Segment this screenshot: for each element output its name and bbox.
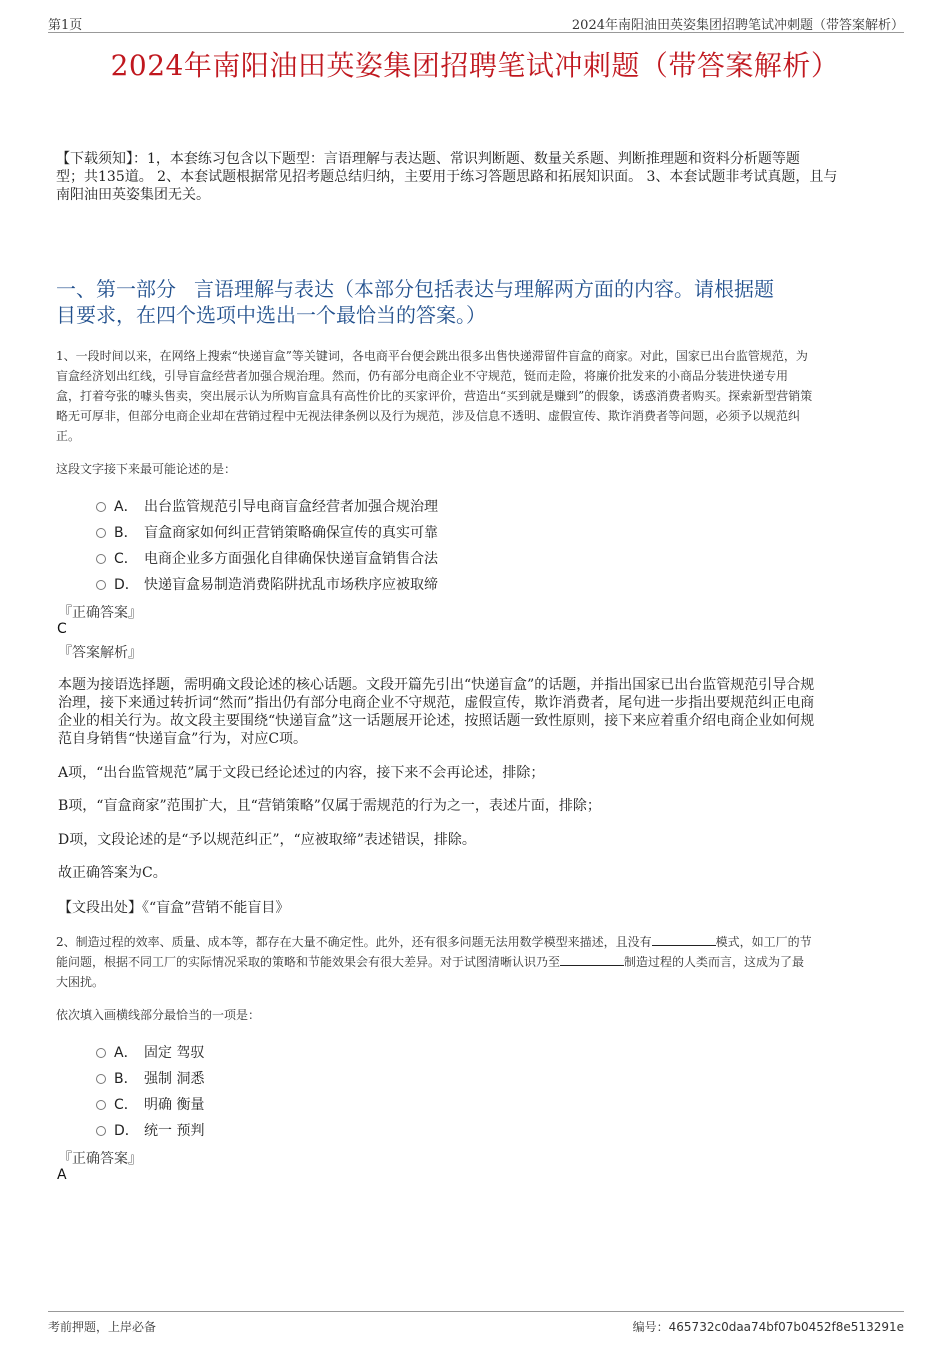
analysis-line: 本题为接语选择题，需明确文段论述的核心话题。文段开篇先引出“快递盲盒”的话题，并指出国家已出台监管规范引导合规 [58,677,815,693]
notice-line: 南阳油田英姿集团无关。 [56,187,210,203]
radio-icon[interactable] [96,1048,106,1058]
answer-label: 『正确答案』 [58,605,142,621]
source-citation: 【文段出处】《“盲盒”营销不能盲目》 [58,900,290,916]
stem-text: 2、制造过程的效率、质量、成本等，都存在大量不确定性。此外，还有很多问题无法用数学模型来描述，且没有 [56,935,652,949]
option-letter: B． [114,1071,138,1087]
section-heading [56,276,896,328]
stem-line: 大困扰。 [56,975,105,989]
stem-line: 盲盒经济划出红线，引导盲盒经营者加强合规治理。然而，仍有部分电商企业不守规范，铤而走险，将廉价批发来的小商品分装进快递专用 [56,369,789,383]
section-text: 言语理解与表达（本部分包括表达与理解两方面的内容。请根据题 [194,277,774,301]
option-text: 出台监管规范引导电商盲盒经营者加强合规治理 [144,499,438,515]
question-2-stem [56,932,898,992]
correct-answer: C [57,621,67,637]
option-letter: D． [114,577,139,593]
analysis-line: 企业的相关行为。故文段主要围绕“快递盲盒”这一话题展开论述，按照话题一致性原则，接下来应着重介绍电商企业如何规 [58,713,815,729]
radio-icon[interactable] [96,1074,106,1084]
stem-line: 盒，打着夸张的噱头售卖，突出展示认为所购盲盒具有高性价比的买家评价，营造出“买到就是赚到”的假象，诱惑消费者购买。探索新型营销策 [56,389,813,403]
option-letter: A． [114,499,138,515]
stem-line: 1、一段时间以来，在网络上搜索“快递盲盒”等关键词，各电商平台便会跳出很多出售快递滞留件盲盒的商家。对此，国家已出台监管规范，为 [56,349,808,363]
analysis-paragraph [58,676,884,748]
option-text: 快递盲盒易制造消费陷阱扰乱市场秩序应被取缔 [144,577,438,593]
analysis-item-a: A项，“出台监管规范”属于文段已经论述过的内容，接下来不会再论述，排除； [58,765,545,781]
page-header [48,12,904,33]
stem-text: 制造过程的人类而言，这成为了最 [624,955,805,969]
download-notice [56,150,902,204]
notice-line: 【下载须知】：1，本套练习包含以下题型：言语理解与表达题、常识判断题、数量关系题、判断推理题和资料分析题等题 [56,151,800,167]
option-text: 盲盒商家如何纠正营销策略确保宣传的真实可靠 [144,525,438,541]
radio-icon[interactable] [96,1126,106,1136]
stem-line [56,952,898,972]
option-letter: C． [114,1097,138,1113]
analysis-line: 范自身销售“快递盲盒”行为，对应C项。 [58,731,308,747]
option-letter: D． [114,1123,139,1139]
notice-line: 型；共135道。 2、本套试题根据常见招考题总结归纳，主要用于练习答题思路和拓展知识面。 3、本套试题非考试真题，且与 [56,169,838,185]
radio-icon[interactable] [96,502,106,512]
question-1-prompt: 这段文字接下来最可能论述的是： [56,462,237,476]
analysis-item-d: D项，文段论述的是“予以规范纠正”，“应被取缔”表述错误，排除。 [58,832,476,848]
stem-line: 正。 [56,429,81,443]
analysis-item-b: B项，“盲盒商家”范围扩大，且“营销策略”仅属于需规范的行为之一，表述片面，排除； [58,798,601,814]
correct-answer: A [57,1167,67,1183]
footer-slogan: 考前押题，上岸必备 [48,1320,157,1334]
page-number: 第1页 [48,18,83,33]
stem-text: 模式，如工厂的节 [715,935,812,949]
option-text: 强制 洞悉 [144,1071,205,1087]
blank-line [652,933,716,946]
footer-code [633,1318,904,1335]
radio-icon[interactable] [96,554,106,564]
radio-icon[interactable] [96,528,106,538]
analysis-label: 『答案解析』 [58,645,142,661]
option-text: 统一 预判 [144,1123,205,1139]
section-text: 目要求，在四个选项中选出一个最恰当的答案。） [56,303,486,327]
code-label: 编号： [632,1320,669,1334]
question-2-prompt: 依次填入画横线部分最恰当的一项是： [56,1008,261,1022]
radio-icon[interactable] [96,1100,106,1110]
document-title: 2024年南阳油田英姿集团招聘笔试冲刺题（带答案解析） [110,49,840,82]
analysis-conclusion: 故正确答案为C。 [58,865,167,881]
question-1-stem [56,346,898,446]
section-part: 一、第一部分 [56,277,176,301]
radio-icon[interactable] [96,580,106,590]
option-letter: A． [114,1045,138,1061]
answer-label: 『正确答案』 [58,1151,142,1167]
stem-line: 略无可厚非，但部分电商企业却在营销过程中无视法律条例以及行为规范，涉及信息不透明、虚假宣传、欺诈消费者等问题，必须予以规范纠 [56,409,801,423]
code-value: 465732c0daa74bf07b0452f8e513291e [668,1320,904,1334]
blank-line [560,953,624,966]
header-doc-title: 2024年南阳油田英姿集团招聘笔试冲刺题（带答案解析） [571,18,904,33]
option-letter: B． [114,525,138,541]
option-text: 明确 衡量 [144,1097,205,1113]
stem-line [56,932,898,952]
option-letter: C． [114,551,138,567]
analysis-line: 治理，接下来通过转折词“然而”指出仍有部分电商企业不守规范，虚假宣传，欺诈消费者，尾句进一步指出要规范纠正电商 [58,695,815,711]
option-text: 固定 驾驭 [144,1045,205,1061]
page-footer [48,1311,904,1340]
stem-text: 能问题，根据不同工厂的实际情况采取的策略和节能效果会有很大差异。对于试图清晰认识乃至 [56,955,561,969]
option-text: 电商企业多方面强化自律确保快递盲盒销售合法 [144,551,438,567]
